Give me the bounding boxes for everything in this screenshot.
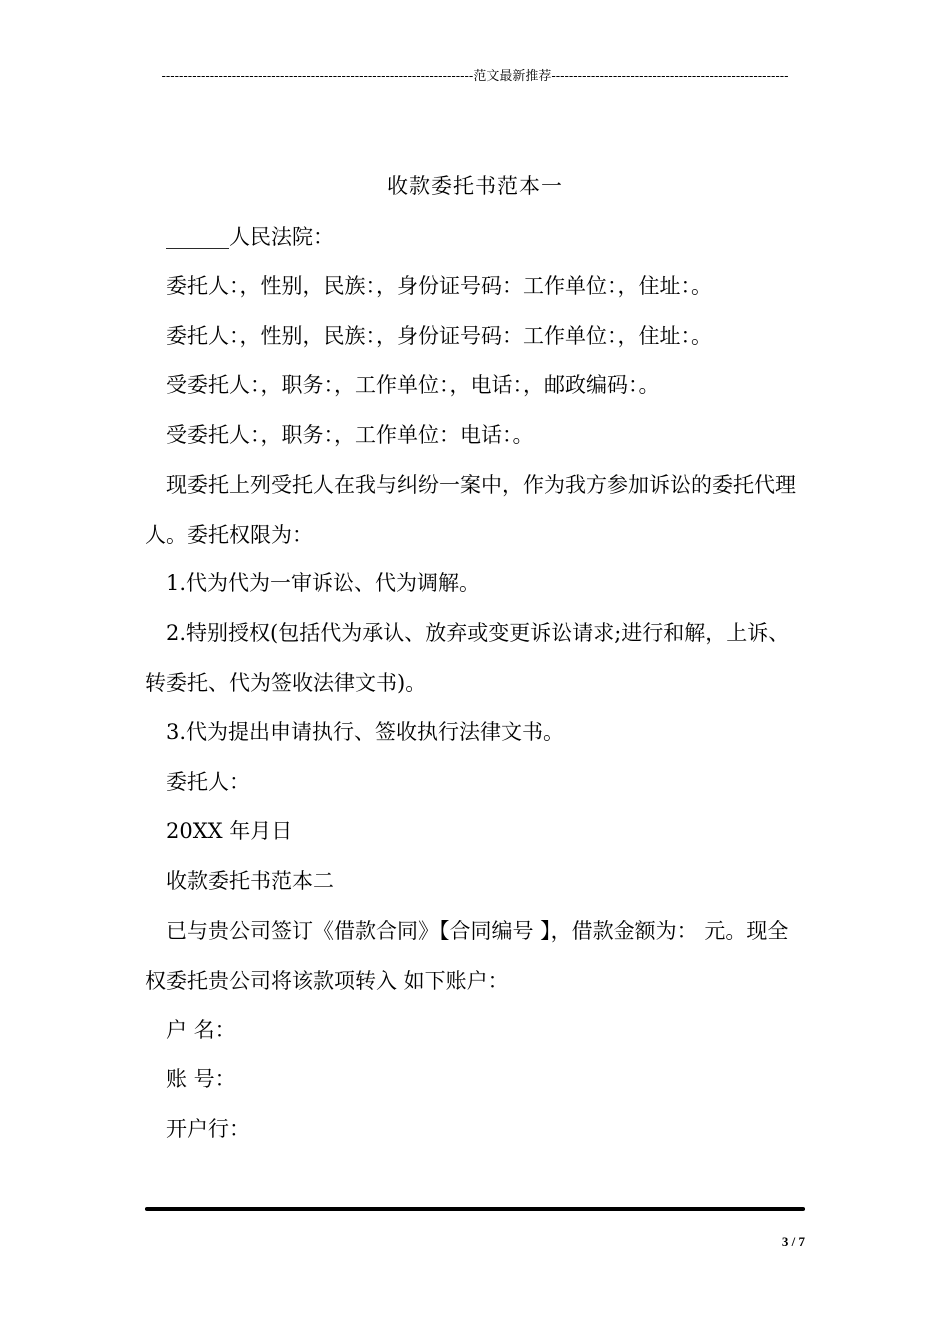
authority-item-2: 2.特别授权(包括代为承认、放弃或变更诉讼请求;进行和解，上诉、转委托、代为签收法律文书)。 bbox=[145, 621, 790, 695]
account-number-line: 账 号： bbox=[166, 1067, 236, 1091]
authority-item-3: 3.代为提出申请执行、签收执行法律文书。 bbox=[166, 720, 565, 744]
page-header-banner: -----------------------------------------------------------------------范文最新推荐------------------------------------------------------ bbox=[161, 69, 789, 84]
contract-paragraph: 已与贵公司签订《借款合同》【合同编号 】，借款金额为： 元。现全权委托贵公司将该款项转入 如下账户： bbox=[145, 919, 789, 993]
section-title-2: 收款委托书范本二 bbox=[166, 869, 334, 893]
signer-line: 委托人： bbox=[166, 770, 250, 794]
court-line: ______人民法院： bbox=[166, 225, 334, 249]
page-number: 3 / 7 bbox=[781, 1234, 805, 1249]
authority-item-1: 1.代为代为一审诉讼、代为调解。 bbox=[166, 571, 481, 595]
date-line: 20XX 年月日 bbox=[166, 819, 293, 843]
account-name-line: 户 名： bbox=[166, 1018, 236, 1042]
entrust-paragraph: 现委托上列受托人在我与纠纷一案中，作为我方参加诉讼的委托代理人。委托权限为： bbox=[145, 473, 796, 547]
bank-line: 开户行： bbox=[166, 1117, 250, 1141]
principal-line-1: 委托人：，性别，民族：，身份证号码：工作单位：，住址：。 bbox=[166, 274, 712, 298]
footer-divider bbox=[145, 1207, 805, 1211]
principal-line-2: 委托人：，性别，民族：，身份证号码：工作单位：，住址：。 bbox=[166, 324, 712, 348]
document-title: 收款委托书范本一 bbox=[387, 174, 563, 198]
agent-line-1: 受委托人：，职务：，工作单位：，电话：，邮政编码：。 bbox=[166, 373, 660, 397]
agent-line-2: 受委托人：，职务：，工作单位：电话：。 bbox=[166, 423, 534, 447]
